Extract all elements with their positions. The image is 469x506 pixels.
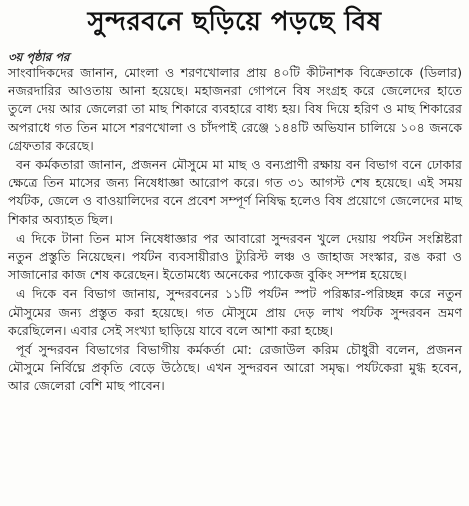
continued-from-label: ৩য় পৃষ্ঠার পর	[8, 50, 70, 64]
article-paragraph: বন কর্মকতারা জানান, প্রজনন মৌসুমে মা মাছ ও বন্যপ্রাণী রক্ষায় বন বিভাগ বনে ঢোকার ক্ষেত্রে তিন মাসের জন্য নিষেধাজ্ঞা আরোপ করে। গত ৩১ আগস্ট শেষ হয়েছে। এই সময় পর্যটক, জেলে ও বাওয়ালিদের বনে প্রবেশ সম্পূর্ণ নিষিদ্ধ হলেও বিষ প্রয়োগে জেলেদের মাছ শিকার অব্যাহত ছিল।	[8, 157, 462, 227]
article-paragraph: এ দিকে বন বিভাগ জানায়, সুন্দরবনের ১১টি পর্যটন স্পট পরিষ্কার-পরিচ্ছন্ন করে নতুন মৌসুমের জন্য প্রস্তুত করা হয়েছে। গত মৌসুমে প্রায় দেড় লাখ পর্যটক সুন্দরবন ভ্রমণ করেছিলেন। এবার সেই সংখ্যা ছাড়িয়ে যাবে বলে আশা করা হচ্ছে।	[8, 286, 462, 338]
article-paragraph: এ দিকে টানা তিন মাস নিষেধাজ্ঞার পর আবারো সুন্দরবন খুলে দেয়ায় পর্যটন সংশ্লিষ্টরা নতুন প্রস্তুতি নিয়েছেন। পর্যটন ব্যবসায়ীরাও ট্যুরিস্ট লঞ্চ ও জাহাজ সংস্কার, রঙ করা ও সাজানোর কাজ শেষ করেছেন। ইতোমধ্যে অনেকের প্যাকেজ বুকিং সম্পন্ন হয়েছে।	[8, 230, 462, 283]
article-paragraph: সাংবাদিকদের জানান, মোংলা ও শরণখোলার প্রায় ৪০টি কীটনাশক বিক্রেতাকে (ডিলার) নজরদারির আওতায় আনা হয়েছে। মহাজনরা গোপনে বিষ সংগ্রহ করে জেলেদের হাতে তুলে দেয় আর জেলেরা তা মাছ শিকারে ব্যবহারে বাধ্য হয়। বিষ দিয়ে হরিণ ও মাছ শিকারের অপরাধে গত তিন মাসে শরণখোলা ও চাঁদপাই রেঞ্জে ১৪৪টি অভিযান চালিয়ে ১০৪ জনকে গ্রেফতার করেছে।	[8, 65, 462, 153]
headline: সুন্দরবনে ছড়িয়ে পড়ছে বিষ	[87, 7, 382, 37]
article-paragraph: পূর্ব সুন্দরবন বিভাগের বিভাগীয় কর্মকর্তা মো: রেজাউল করিম চৌধুরী বলেন, প্রজনন মৌসুমে নির্বিঘ্নে প্রকৃতি বেড়ে উঠেছে। এখন সুন্দরবন আরো সমৃদ্ধ। পর্যটকেরা মুগ্ধ হবেন, আর জেলেরা বেশি মাছ পাবেন।	[8, 342, 462, 394]
article-body	[8, 64, 462, 397]
